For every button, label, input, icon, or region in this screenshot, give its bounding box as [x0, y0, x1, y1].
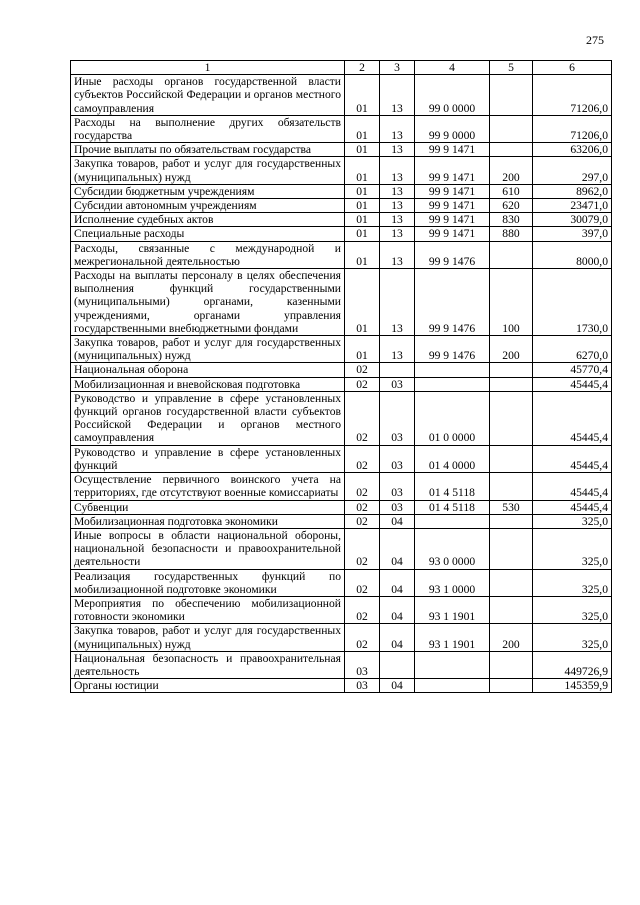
table-row: [71, 363, 612, 377]
cell-expense-type: [490, 569, 533, 596]
table-row: [71, 227, 612, 241]
table-row: [71, 157, 612, 184]
cell-target-article: 93 0 0000: [415, 528, 490, 569]
cell-target-article: 99 0 0000: [415, 75, 490, 116]
page-number: 275: [586, 33, 604, 47]
table-row: [71, 569, 612, 596]
cell-amount: 45445,4: [533, 445, 612, 472]
table-row: [71, 75, 612, 116]
cell-subsection: 03: [380, 500, 415, 514]
cell-target-article: [415, 651, 490, 678]
cell-expense-type: [490, 528, 533, 569]
cell-name: Закупка товаров, работ и услуг для государственных (муниципальных) нужд: [71, 624, 345, 651]
cell-name: Руководство и управление в сфере установленных функций: [71, 445, 345, 472]
cell-name: Иные расходы органов государственной власти субъектов Российской Федерации и органов местного самоуправления: [71, 75, 345, 116]
cell-expense-type: 200: [490, 157, 533, 184]
cell-amount: 30079,0: [533, 213, 612, 227]
cell-target-article: 93 1 0000: [415, 569, 490, 596]
cell-name: Расходы на выплаты персоналу в целях обеспечения выполнения функций государственными (муниципальными) органами, казенными учреждениями, органами управления государственными внебюджетными фондами: [71, 269, 345, 336]
cell-subsection: 03: [380, 377, 415, 391]
cell-expense-type: 200: [490, 624, 533, 651]
cell-target-article: 01 4 5118: [415, 473, 490, 500]
table-row: [71, 115, 612, 142]
cell-subsection: 13: [380, 115, 415, 142]
cell-subsection: 13: [380, 199, 415, 213]
cell-section: 01: [345, 336, 380, 363]
table-row: [71, 679, 612, 693]
cell-section: 02: [345, 363, 380, 377]
cell-expense-type: [490, 75, 533, 116]
cell-target-article: 99 9 1471: [415, 157, 490, 184]
table-row: [71, 445, 612, 472]
column-header: 2: [345, 61, 380, 75]
cell-amount: 6270,0: [533, 336, 612, 363]
cell-subsection: 04: [380, 596, 415, 623]
cell-subsection: 03: [380, 473, 415, 500]
cell-name: Расходы на выполнение других обязательств государства: [71, 115, 345, 142]
cell-amount: 8962,0: [533, 184, 612, 198]
cell-section: 02: [345, 391, 380, 445]
cell-name: Реализация государственных функций по мобилизационной подготовке экономики: [71, 569, 345, 596]
cell-name: Органы юстиции: [71, 679, 345, 693]
table-row: [71, 213, 612, 227]
cell-amount: 71206,0: [533, 115, 612, 142]
cell-expense-type: [490, 363, 533, 377]
cell-section: 02: [345, 377, 380, 391]
cell-subsection: 03: [380, 445, 415, 472]
cell-amount: 325,0: [533, 624, 612, 651]
cell-name: Иные вопросы в области национальной обороны, национальной безопасности и правоохранительной деятельности: [71, 528, 345, 569]
cell-section: 01: [345, 269, 380, 336]
cell-subsection: 13: [380, 184, 415, 198]
cell-amount: 63206,0: [533, 143, 612, 157]
cell-subsection: [380, 651, 415, 678]
cell-section: 01: [345, 157, 380, 184]
cell-amount: 45770,4: [533, 363, 612, 377]
cell-subsection: 13: [380, 157, 415, 184]
cell-amount: 45445,4: [533, 377, 612, 391]
cell-expense-type: [490, 679, 533, 693]
cell-target-article: 99 9 1471: [415, 184, 490, 198]
cell-expense-type: 100: [490, 269, 533, 336]
cell-section: 01: [345, 184, 380, 198]
table-row: [71, 241, 612, 268]
cell-name: Национальная оборона: [71, 363, 345, 377]
cell-target-article: [415, 377, 490, 391]
cell-target-article: 01 4 5118: [415, 500, 490, 514]
cell-amount: 145359,9: [533, 679, 612, 693]
table-row: [71, 143, 612, 157]
cell-target-article: 01 0 0000: [415, 391, 490, 445]
cell-section: 03: [345, 651, 380, 678]
cell-name: Расходы, связанные с международной и межрегиональной деятельностью: [71, 241, 345, 268]
cell-section: 02: [345, 528, 380, 569]
cell-subsection: 03: [380, 391, 415, 445]
cell-target-article: [415, 514, 490, 528]
cell-target-article: [415, 679, 490, 693]
cell-name: Руководство и управление в сфере установленных функций органов государственной власти субъектов Российской Федерации и органов местного самоуправления: [71, 391, 345, 445]
cell-section: 03: [345, 679, 380, 693]
column-header: 4: [415, 61, 490, 75]
table-row: [71, 391, 612, 445]
table-row: [71, 596, 612, 623]
cell-amount: 23471,0: [533, 199, 612, 213]
cell-target-article: 93 1 1901: [415, 596, 490, 623]
column-header: 1: [71, 61, 345, 75]
cell-target-article: 99 9 1476: [415, 241, 490, 268]
cell-expense-type: 530: [490, 500, 533, 514]
cell-expense-type: 880: [490, 227, 533, 241]
cell-subsection: 13: [380, 336, 415, 363]
cell-target-article: 99 9 1471: [415, 227, 490, 241]
cell-amount: 8000,0: [533, 241, 612, 268]
cell-name: Субвенции: [71, 500, 345, 514]
table-row: [71, 514, 612, 528]
table-row: [71, 500, 612, 514]
budget-table: [70, 60, 612, 693]
cell-name: Специальные расходы: [71, 227, 345, 241]
cell-amount: 449726,9: [533, 651, 612, 678]
cell-name: Субсидии автономным учреждениям: [71, 199, 345, 213]
cell-section: 02: [345, 569, 380, 596]
cell-expense-type: [490, 473, 533, 500]
cell-amount: 297,0: [533, 157, 612, 184]
cell-subsection: 04: [380, 528, 415, 569]
table-row: [71, 199, 612, 213]
cell-target-article: 99 9 1471: [415, 143, 490, 157]
cell-section: 01: [345, 227, 380, 241]
cell-amount: 325,0: [533, 596, 612, 623]
cell-name: Национальная безопасность и правоохранительная деятельность: [71, 651, 345, 678]
cell-subsection: [380, 363, 415, 377]
cell-subsection: 04: [380, 679, 415, 693]
cell-section: 02: [345, 596, 380, 623]
cell-expense-type: [490, 241, 533, 268]
cell-section: 02: [345, 445, 380, 472]
cell-target-article: 99 9 1476: [415, 336, 490, 363]
table-row: [71, 269, 612, 336]
cell-subsection: 13: [380, 241, 415, 268]
cell-name: Мероприятия по обеспечению мобилизационной готовности экономики: [71, 596, 345, 623]
column-header: 5: [490, 61, 533, 75]
cell-name: Закупка товаров, работ и услуг для государственных (муниципальных) нужд: [71, 157, 345, 184]
cell-expense-type: [490, 651, 533, 678]
cell-subsection: 13: [380, 227, 415, 241]
cell-section: 02: [345, 473, 380, 500]
cell-name: Мобилизационная и вневойсковая подготовка: [71, 377, 345, 391]
cell-amount: 71206,0: [533, 75, 612, 116]
cell-amount: 325,0: [533, 528, 612, 569]
cell-expense-type: [490, 377, 533, 391]
cell-subsection: 13: [380, 143, 415, 157]
cell-expense-type: [490, 596, 533, 623]
table-row: [71, 624, 612, 651]
cell-expense-type: [490, 143, 533, 157]
column-header: 3: [380, 61, 415, 75]
cell-section: 01: [345, 75, 380, 116]
cell-section: 01: [345, 241, 380, 268]
cell-amount: 45445,4: [533, 391, 612, 445]
cell-amount: 325,0: [533, 514, 612, 528]
table-row: [71, 473, 612, 500]
cell-name: Осуществление первичного воинского учета на территориях, где отсутствуют военные комиссариаты: [71, 473, 345, 500]
table-row: [71, 528, 612, 569]
cell-target-article: 93 1 1901: [415, 624, 490, 651]
cell-expense-type: 610: [490, 184, 533, 198]
cell-section: 02: [345, 624, 380, 651]
cell-section: 02: [345, 514, 380, 528]
table-row: [71, 184, 612, 198]
header-row: [71, 61, 612, 75]
table-row: [71, 651, 612, 678]
cell-target-article: 99 9 1471: [415, 213, 490, 227]
cell-subsection: 04: [380, 514, 415, 528]
cell-name: Исполнение судебных актов: [71, 213, 345, 227]
cell-subsection: 04: [380, 569, 415, 596]
cell-expense-type: [490, 115, 533, 142]
cell-subsection: 13: [380, 269, 415, 336]
cell-subsection: 04: [380, 624, 415, 651]
table-row: [71, 377, 612, 391]
cell-amount: 325,0: [533, 569, 612, 596]
cell-subsection: 13: [380, 75, 415, 116]
cell-expense-type: 620: [490, 199, 533, 213]
cell-section: 02: [345, 500, 380, 514]
cell-section: 01: [345, 199, 380, 213]
cell-name: Субсидии бюджетным учреждениям: [71, 184, 345, 198]
cell-target-article: 99 9 1476: [415, 269, 490, 336]
cell-expense-type: [490, 445, 533, 472]
cell-target-article: 01 4 0000: [415, 445, 490, 472]
cell-name: Прочие выплаты по обязательствам государства: [71, 143, 345, 157]
column-header: 6: [533, 61, 612, 75]
cell-name: Закупка товаров, работ и услуг для государственных (муниципальных) нужд: [71, 336, 345, 363]
cell-target-article: 99 9 1471: [415, 199, 490, 213]
cell-amount: 1730,0: [533, 269, 612, 336]
cell-target-article: [415, 363, 490, 377]
table-row: [71, 336, 612, 363]
cell-expense-type: 200: [490, 336, 533, 363]
cell-name: Мобилизационная подготовка экономики: [71, 514, 345, 528]
cell-section: 01: [345, 115, 380, 142]
cell-amount: 45445,4: [533, 473, 612, 500]
cell-section: 01: [345, 143, 380, 157]
cell-expense-type: [490, 514, 533, 528]
cell-section: 01: [345, 213, 380, 227]
cell-amount: 45445,4: [533, 500, 612, 514]
cell-amount: 397,0: [533, 227, 612, 241]
cell-expense-type: [490, 391, 533, 445]
cell-subsection: 13: [380, 213, 415, 227]
cell-expense-type: 830: [490, 213, 533, 227]
cell-target-article: 99 9 0000: [415, 115, 490, 142]
